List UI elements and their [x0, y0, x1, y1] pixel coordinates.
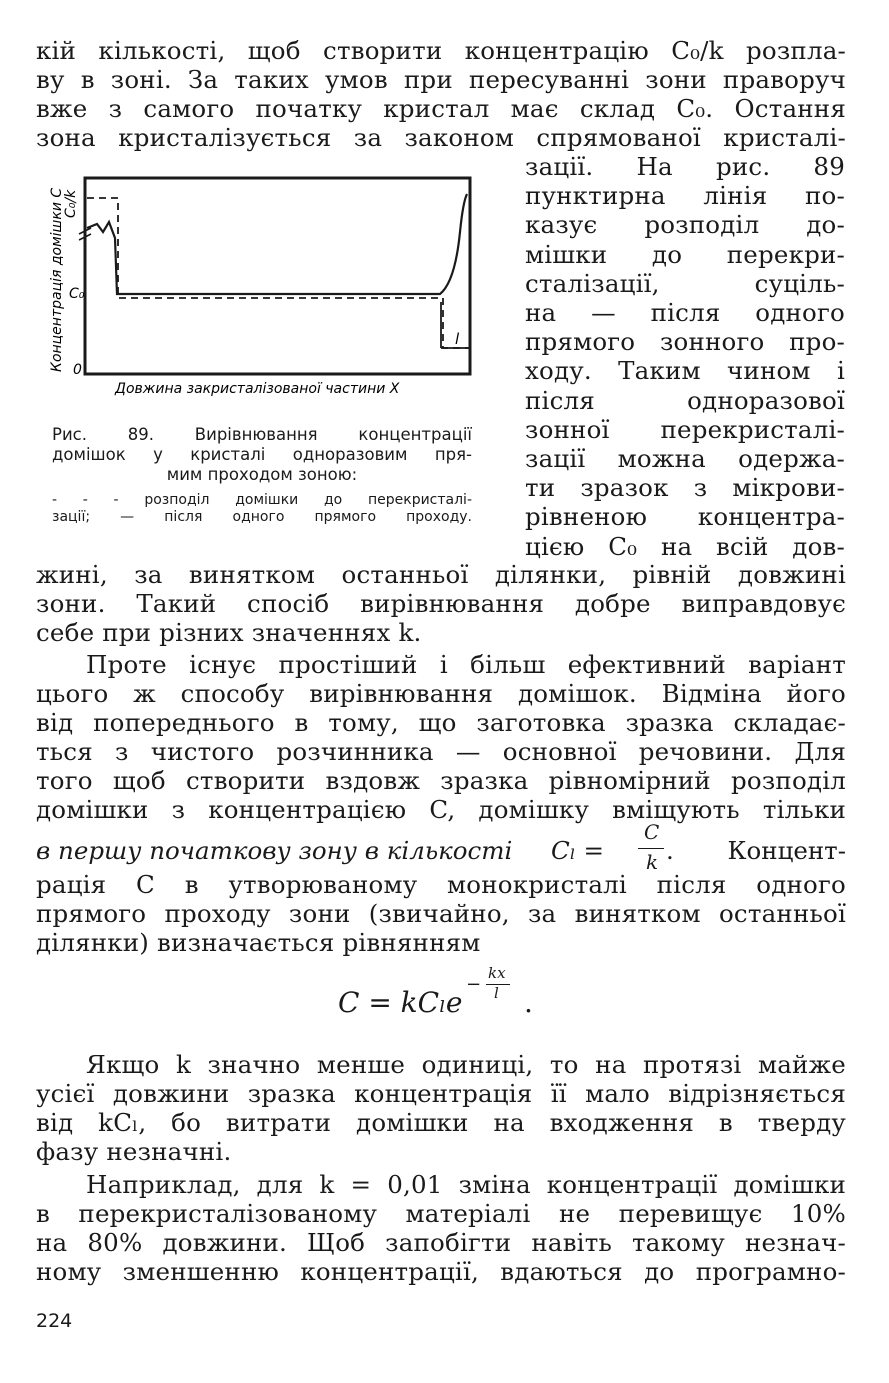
text-line: від kCₗ, бо витрати домішки на входження в тверду [36, 1108, 846, 1137]
formula-exponent-sign: − [466, 974, 482, 995]
caption-line: мим проходом зоною: [166, 465, 358, 484]
formula-exponent-denominator: l [494, 984, 499, 1002]
display-formula [338, 964, 558, 1022]
text-line: цього ж способу вирівнювання домішок. Відміна його [36, 679, 846, 708]
text-line: Проте існує простіший і більш ефективний варіант [86, 650, 846, 679]
paragraph-2 [36, 650, 846, 824]
text-line: зації можна одержа- [525, 444, 845, 474]
text-line: ться з чистого розчинника — основної речовини. Для [36, 737, 846, 766]
paragraph-1-top [36, 36, 846, 152]
plot-frame [85, 178, 470, 374]
text-line: прямого зонного про- [525, 327, 845, 357]
text-line: ходу. Таким чином і [525, 356, 845, 386]
caption-line: Рис. 89. Вирівнювання концентрації [52, 425, 472, 444]
tick-label-c0k: C₀/k [63, 189, 79, 218]
tick-label-c0: C₀ [69, 286, 85, 302]
paragraph-3 [36, 1050, 846, 1166]
inline-formula-tail: . [666, 836, 674, 865]
text-line: на 80% довжини. Щоб запобігти навіть такому незнач- [36, 1228, 846, 1257]
paragraph-1-right-column [525, 152, 845, 561]
dashed-distribution-line [87, 198, 470, 348]
figure-89-diagram [45, 172, 485, 407]
formula-main: C = kCₗe [338, 986, 463, 1019]
solid-distribution-line [87, 194, 467, 294]
paragraph-1-tail [36, 560, 846, 647]
text-line: ділянки) визначається рівнянням [36, 928, 481, 957]
legend-line: - - - розподіл домішки до перекристалі- [52, 492, 472, 508]
text-line: зонної перекристалі- [525, 414, 845, 444]
inline-formula-denominator: k [646, 850, 659, 874]
x-axis-label: Довжина закристалізованої частини X [115, 381, 400, 397]
text-fragment: в першу початкову зону в кількості [36, 836, 513, 865]
inline-formula-numerator: C [644, 820, 660, 844]
text-line: пунктирна лінія по- [525, 181, 845, 211]
text-line: після одноразової [525, 385, 845, 415]
text-line: зації. На рис. 89 [525, 152, 845, 181]
y-axis-label: Концентрація домішки C [49, 187, 65, 372]
text-line: ти зразок з мікрови- [525, 473, 845, 503]
text-line: усієї довжини зразка концентрація її мало відрізняється [36, 1079, 846, 1108]
page-number: 224 [36, 1310, 73, 1332]
text-line: того щоб створити вздовж зразка рівномірний розподіл [36, 766, 846, 795]
zone-length-label: l [455, 330, 460, 348]
fraction-bar [638, 848, 664, 849]
text-line: ному зменшенню концентрації, вдаються до програмно- [36, 1257, 846, 1286]
paragraph-2-tail [36, 870, 846, 957]
text-line: мішки до перекри- [525, 239, 845, 269]
text-line: фазу незначні. [36, 1137, 232, 1166]
text-line: зона кристалізується за законом спрямованої кристалі- [36, 123, 846, 152]
inline-formula-lhs: Cₗ = [551, 836, 605, 865]
text-line: домішки з концентрацією C, домішку вміщують тільки [36, 795, 846, 824]
text-line: вже з самого початку кристал має склад C₀. Остання [36, 94, 846, 123]
text-line: сталізації, суціль- [525, 268, 845, 298]
paragraph-4 [36, 1170, 846, 1286]
text-line: рівненою концентра- [525, 502, 845, 532]
tick-label-zero: 0 [73, 362, 82, 378]
legend-line: зації; — після одного прямого проходу. [52, 509, 472, 525]
text-line: в перекристалізованому матеріалі не перевищує 10% [36, 1199, 846, 1228]
figure-legend [52, 492, 472, 526]
text-line: казує розподіл до- [525, 210, 845, 240]
text-line: прямого проходу зони (звичайно, за винятком останньої [36, 899, 846, 928]
text-line: себе при різних значеннях k. [36, 618, 422, 647]
formula-exponent-numerator: kx [488, 964, 506, 982]
text-line: Якщо k значно менше одиниці, то на протязі майже [86, 1050, 846, 1079]
text-line: Наприклад, для k = 0,01 зміна концентрації домішки [86, 1170, 846, 1199]
formula-line [36, 820, 846, 872]
text-line: зони. Такий спосіб вирівнювання добре виправдовує [36, 589, 846, 618]
text-line: жині, за винятком останньої ділянки, рівній довжині [36, 560, 846, 589]
formula-tail: . [524, 986, 533, 1019]
text-fragment: Концент- [727, 836, 846, 865]
text-line: рація C в утворюваному монокристалі після одного [36, 870, 846, 899]
figure-caption [52, 425, 472, 485]
text-line: ву в зоні. За таких умов при пересуванні зони праворуч [36, 65, 846, 94]
text-line: на — після одного [525, 298, 845, 328]
text-line: цією C₀ на всій дов- [525, 531, 845, 561]
text-line: кій кількості, щоб створити концентрацію C₀/k розпла- [36, 36, 846, 65]
text-line: від попереднього в тому, що заготовка зразка складає- [36, 708, 846, 737]
caption-line: домішок у кристалі одноразовим пря- [52, 445, 472, 464]
